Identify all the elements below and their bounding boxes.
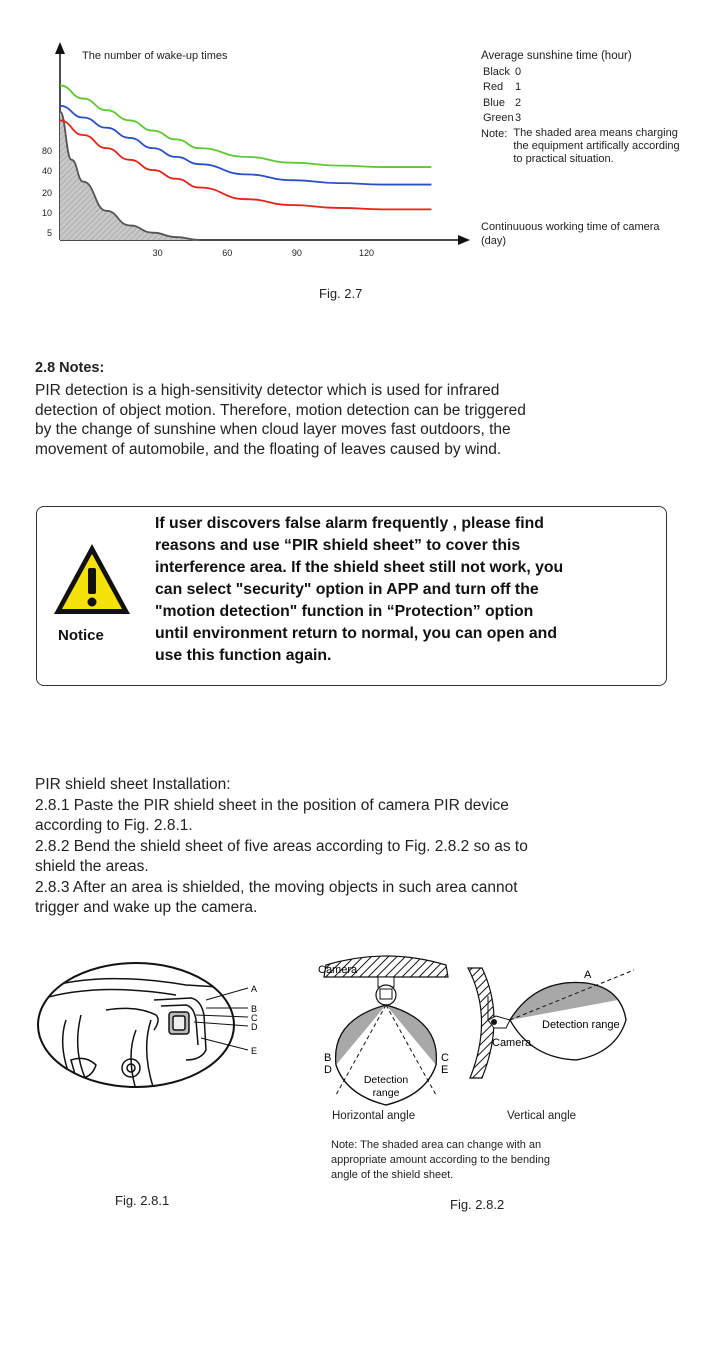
warning-icon: [50, 540, 134, 618]
notice-text: [155, 513, 665, 667]
installation-line: 2.8.3 After an area is shielded, the moving objects in such area cannot: [35, 878, 518, 896]
legend-title: Average sunshine time (hour): [481, 50, 632, 62]
fig-2-8-1-caption: Fig. 2.8.1: [115, 1193, 170, 1208]
label-d-h: D: [324, 1064, 332, 1076]
notice-line: If user discovers false alarm frequently , please find: [155, 515, 544, 532]
legend-entry: [481, 65, 696, 81]
shaded-area: [60, 112, 199, 240]
legend-entry-value: 1: [515, 81, 522, 93]
camera-label-v: Camera: [492, 1037, 532, 1049]
y-tick-label: 10: [41, 208, 52, 218]
label-e-h: E: [441, 1064, 449, 1076]
notice-line: use this function again.: [155, 647, 332, 664]
notice-line: interference area. If the shield sheet still not work, you: [155, 559, 564, 576]
section-paragraph: [35, 381, 675, 459]
x-tick-label: 90: [291, 248, 302, 258]
series-line-blue: [60, 106, 431, 185]
installation-line: 2.8.2 Bend the shield sheet of five areas according to Fig. 2.8.2 so as to: [35, 837, 528, 855]
legend-entry: [481, 96, 696, 112]
installation-line: trigger and wake up the camera.: [35, 899, 258, 916]
y-tick-label: 20: [41, 188, 52, 198]
note-line: appropriate amount according to the bending: [331, 1154, 550, 1166]
label-d: D: [251, 1022, 258, 1032]
label-a-v: A: [584, 969, 592, 981]
vertical-angle-diagram: [466, 948, 638, 1108]
section-title: 2.8 Notes:: [35, 360, 105, 376]
label-b: B: [251, 1004, 258, 1014]
fig-2-8-2-caption: Fig. 2.8.2: [450, 1197, 505, 1212]
y-tick-label: 5: [46, 228, 52, 238]
y-tick-label: 40: [41, 166, 52, 176]
chart-title: The number of wake-up times: [82, 50, 228, 62]
legend-entry-value: 3: [515, 112, 522, 124]
horizontal-angle-caption: Horizontal angle: [332, 1110, 416, 1122]
legend-entry-value: 0: [515, 65, 522, 78]
x-axis-label: Continuuous working time of camera (day): [481, 221, 660, 247]
notice-line: until environment return to normal, you can open and: [155, 625, 557, 642]
installation-line: according to Fig. 2.8.1.: [35, 817, 193, 834]
notice-line: reasons and use “PIR shield sheet” to cover this: [155, 537, 521, 554]
camera-label: Camera: [318, 964, 358, 976]
x-tick-label: 30: [152, 248, 163, 258]
series-line-green: [60, 85, 431, 167]
fig-2-8-2-note: [331, 1138, 621, 1183]
x-tick-label: 60: [222, 248, 233, 258]
installation-line: 2.8.1 Paste the PIR shield sheet in the position of camera PIR device: [35, 796, 509, 814]
chart-legend: [481, 49, 696, 166]
x-tick-label: 120: [359, 248, 375, 258]
legend-entry: [481, 80, 696, 96]
legend-entry-name: Green: [483, 112, 514, 124]
label-a: A: [251, 984, 258, 994]
label-e: E: [251, 1046, 258, 1056]
installation-line: shield the areas.: [35, 858, 149, 875]
label-c: C: [251, 1013, 258, 1023]
y-axis-arrow: [55, 42, 65, 54]
legend-note: [481, 127, 696, 166]
notice-label: Notice: [58, 627, 104, 644]
vertical-angle-caption: Vertical angle: [507, 1110, 577, 1122]
note-line: Note: The shaded area can change with an: [331, 1139, 542, 1151]
camera-pir-illustration: [36, 960, 276, 1090]
paragraph-line: movement of automobile, and the floating of leaves caused by wind.: [35, 440, 502, 458]
label-c-h: C: [441, 1052, 449, 1064]
wake-up-chart: [30, 40, 480, 270]
series-line-red: [60, 120, 431, 209]
legend-note-key: Note:: [481, 127, 508, 140]
detection-label-1: Detection: [363, 1074, 409, 1086]
label-b-h: B: [324, 1052, 332, 1064]
paragraph-line: detection of object motion. Therefore, motion detection can be triggered: [35, 401, 526, 419]
fig-2-7-caption: Fig. 2.7: [319, 286, 363, 301]
notice-line: "motion detection" function in “Protection” option: [155, 603, 534, 620]
legend-entry-value: 2: [515, 96, 522, 109]
notice-line: can select "security" option in APP and turn off the: [155, 581, 539, 598]
legend-entry-name: Black: [483, 65, 510, 78]
legend-entry-name: Red: [483, 81, 504, 93]
paragraph-line: PIR detection is a high-sensitivity detector which is used for infrared: [35, 382, 500, 399]
installation-steps: [35, 775, 675, 919]
legend-entry: [481, 111, 696, 127]
detection-range-v: Detection range: [542, 1019, 620, 1031]
installation-line: PIR shield sheet Installation:: [35, 776, 231, 793]
y-tick-label: 80: [41, 146, 52, 156]
legend-note-body: The shaded area means charging the equipment artifically according to practical situation.: [513, 126, 680, 165]
legend-entry-name: Blue: [483, 96, 506, 109]
horizontal-angle-diagram: [306, 945, 466, 1110]
detection-label-2: range: [372, 1087, 400, 1099]
note-line: angle of the shield sheet.: [331, 1169, 454, 1181]
paragraph-line: by the change of sunshine when cloud layer moves fast outdoors, the: [35, 421, 511, 438]
x-axis-arrow: [458, 235, 470, 245]
